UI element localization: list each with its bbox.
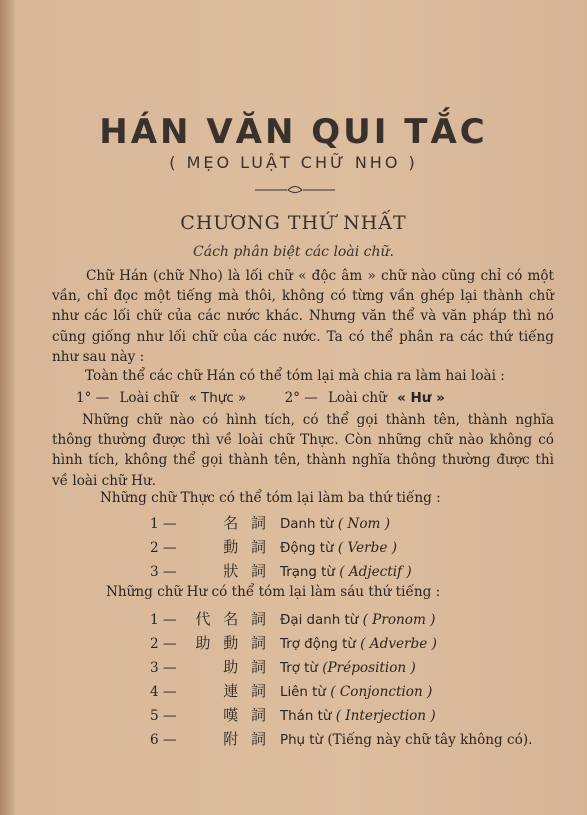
item-latin: ( Verbe ) (337, 540, 397, 556)
type-1-value: « Thực » (188, 390, 247, 406)
paragraph-two-types: Toàn thể các chữ Hán có thể tóm lại mà chia ra làm hai loài : (85, 368, 505, 384)
item-latin: ( Interjection ) (335, 708, 436, 724)
item-number: 4 — (150, 684, 177, 700)
item-chinese: 動 詞 (223, 538, 270, 556)
hu-intro: Những chữ Hư có thể tóm lại làm sáu thứ tiếng : (106, 584, 441, 600)
item-chinese: 代 名 詞 (195, 610, 270, 628)
item-latin: (Préposition ) (322, 660, 416, 676)
type-2-num: 2° — (284, 390, 318, 406)
item-name: Thán từ (280, 709, 332, 724)
type-1-label: Loài chữ (119, 390, 179, 406)
item-chinese: 助 詞 (223, 658, 270, 676)
list-item (150, 680, 432, 702)
item-name: Liên từ (280, 685, 326, 700)
item-number: 1 — (150, 516, 177, 532)
item-name: Động từ (280, 541, 334, 556)
item-number: 2 — (150, 636, 177, 652)
list-item (150, 656, 416, 678)
item-chinese: 連 詞 (223, 682, 270, 700)
item-number: 6 — (150, 732, 177, 748)
list-item (150, 512, 390, 534)
item-number: 3 — (150, 564, 177, 580)
item-latin: ( Nom ) (337, 516, 391, 532)
list-item (150, 728, 532, 750)
item-chinese: 助 動 詞 (195, 634, 270, 652)
item-chinese: 名 詞 (223, 514, 270, 532)
chapter-title: CHƯƠNG THỨ NHẤT (180, 212, 407, 234)
item-name: Danh từ (280, 517, 334, 532)
item-latin: (Tiếng này chữ tây không có). (327, 732, 533, 748)
type-1-num: 1° — (76, 390, 110, 406)
list-item (150, 632, 437, 654)
item-number: 3 — (150, 660, 177, 676)
item-latin: ( Conjonction ) (330, 684, 433, 700)
paragraph-definitions: Những chữ nào có hình tích, có thể gọi thành tên, thành nghĩa thông thường được thì về loài chữ Thực. Còn những chữ nào không có hình tích, không thể gọi thành tên, thành nghĩa thông thường được thì về loài chữ Hư. (52, 412, 554, 489)
item-name: Trạng từ (280, 565, 335, 580)
list-item (150, 560, 412, 582)
item-name: Phụ từ (280, 733, 324, 748)
paragraph-intro: Chữ Hán (chữ Nho) là lối chữ « độc âm » chữ nào cũng chỉ có một vần, chỉ đọc một tiếng mà thôi, không có từng vần ghép lại thành chữ như các lối chữ của các nước khác. Nhưng văn thể và văn pháp thì nó cũng giống như lối chữ của các nước. Ta có thể phân ra các thứ tiếng như sau này : (52, 268, 554, 365)
page-title: HÁN VĂN QUI TẮC (99, 112, 488, 152)
thuc-intro: Những chữ Thực có thể tóm lại làm ba thứ tiếng : (100, 490, 441, 506)
item-chinese: 附 詞 (223, 730, 270, 748)
types-line (76, 390, 546, 406)
item-latin: ( Adverbe ) (360, 636, 437, 652)
item-latin: ( Adjectif ) (339, 564, 412, 580)
item-name: Trợ động từ (280, 637, 356, 652)
item-chinese: 嘆 詞 (223, 706, 270, 724)
chapter-subtitle: Cách phân biệt các loài chữ. (193, 244, 394, 260)
item-number: 2 — (150, 540, 177, 556)
page-subtitle: ( MẸO LUẬT CHỮ NHO ) (169, 153, 418, 172)
ornament-divider (255, 183, 335, 195)
item-name: Trợ từ (280, 661, 318, 676)
list-item (150, 608, 435, 630)
type-2-value: « Hư » (397, 390, 445, 406)
item-name: Đại danh từ (280, 613, 359, 628)
list-item (150, 536, 397, 558)
list-item (150, 704, 436, 726)
item-number: 1 — (150, 612, 177, 628)
item-chinese: 狀 詞 (223, 562, 270, 580)
item-number: 5 — (150, 708, 177, 724)
type-2-label: Loài chữ (328, 390, 387, 406)
item-latin: ( Pronom ) (362, 612, 436, 628)
